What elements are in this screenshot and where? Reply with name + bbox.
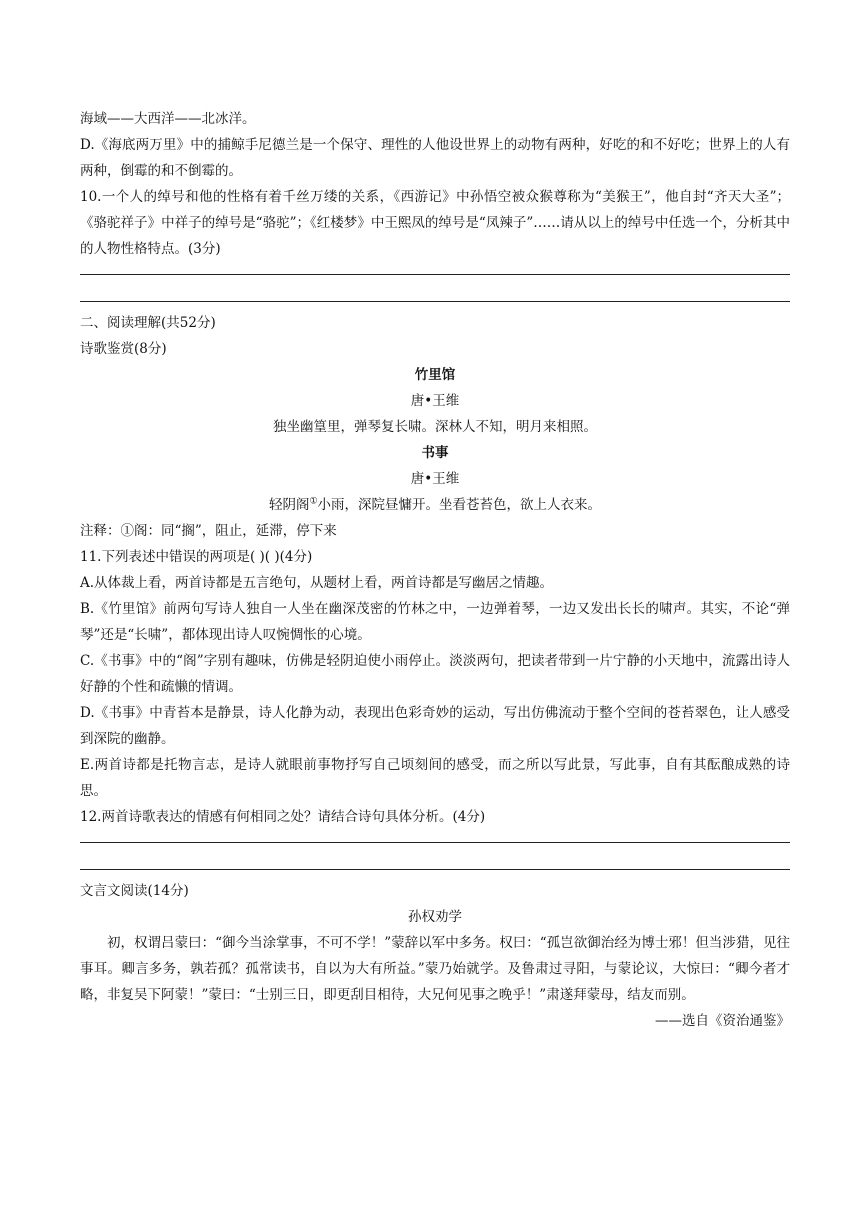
poem-1-text: 独坐幽篁里，弹琴复长啸。深林人不知，明月来相照。 — [273, 419, 597, 435]
option-a: A.从体裁上看，两首诗都是五言绝句，从题材上看，两首诗都是写幽居之情趣。 — [80, 575, 554, 591]
poem-1-author: 唐•王维 — [410, 393, 460, 409]
classical-title: 孙权劝学 — [408, 909, 462, 925]
answer-line-4[interactable] — [80, 843, 790, 870]
answer-line-1[interactable] — [80, 262, 790, 275]
answer-line-3[interactable] — [80, 830, 790, 843]
footnote-mark: ① — [309, 496, 318, 507]
exam-page — [80, 106, 790, 1034]
poem-2-title: 书事 — [421, 445, 449, 461]
option-c: C.《书事》中的“阁”字别有趣味，仿佛是轻阴迫使小雨停止。淡淡两句，把读者带到一片宁静的小天地中，流露出诗人好静的个性和疏懒的情调。 — [80, 653, 790, 695]
option-d: D.《海底两万里》中的捕鲸手尼德兰是一个保守、理性的人他设世界上的动物有两种，好吃的和不好吃；世界上的人有两种，倒霉的和不倒霉的。 — [80, 137, 790, 179]
poem-2-text-before: 轻阴阁 — [268, 497, 310, 513]
option-b: B.《竹里馆》前两句写诗人独自一人坐在幽深茂密的竹林之中，一边弹着琴，一边又发出长长的啸声。其实，不论“弹琴”还是“长啸”，都体现出诗人叹惋惆怅的心境。 — [80, 601, 790, 643]
answer-line-2[interactable] — [80, 275, 790, 302]
poem-2-text-after: 小雨，深院昼慵开。坐看苍苔色，欲上人衣来。 — [317, 497, 602, 513]
section-heading: 二、阅读理解(共52分) — [80, 315, 216, 331]
classical-heading: 文言文阅读(14分) — [80, 883, 189, 899]
question-11: 11.下列表述中错误的两项是( )( )(4分) — [80, 549, 313, 565]
poem-2-author: 唐•王维 — [410, 471, 460, 487]
question-10: 10.一个人的绰号和他的性格有着千丝万缕的关系，《西游记》中孙悟空被众猴尊称为“美猴王”，他自封“齐天大圣”；《骆驼祥子》中祥子的绰号是“骆驼”；《红楼梦》中王熙凤的绰号是“凤辣子”……请从以上的绰号中任选一个，分析其中的人物性格特点。(3分) — [80, 189, 790, 257]
classical-source: ——选自《资治通鉴》 — [655, 1013, 790, 1029]
annotation: 注释：①阁：同“搁”，阻止，延滞，停下来 — [80, 523, 337, 539]
poem-1-title: 竹里馆 — [414, 367, 456, 383]
classical-text: 初，权谓吕蒙曰：“御今当涂掌事，不可不学！”蒙辞以军中多务。权曰：“孤岂欲御治经为博士邪！但当涉猎，见往事耳。卿言多务，孰若孤？孤常读书，自以为大有所益。”蒙乃始就学。及鲁肃过寻阳，与蒙论议，大惊曰：“卿今者才略，非复吴下阿蒙！”蒙曰：“士别三日，即更刮目相待，大兄何见事之晚乎！”肃遂拜蒙母，结友而别。 — [80, 935, 790, 1003]
poem-2-text — [80, 492, 790, 518]
option-d-poetry: D.《书事》中青苔本是静景，诗人化静为动，表现出色彩奇妙的运动，写出仿佛流动于整个空间的苍苔翠色，让人感受到深院的幽静。 — [80, 705, 790, 747]
option-e: E.两首诗都是托物言志，是诗人就眼前事物抒写自己顷刻间的感受，而之所以写此景，写此事，自有其酝酿成熟的诗思。 — [80, 757, 790, 799]
continued-option-line: 海域——大西洋——北冰洋。 — [80, 111, 256, 127]
question-12: 12.两首诗歌表达的情感有何相同之处？请结合诗句具体分析。(4分) — [80, 809, 486, 825]
poetry-heading: 诗歌鉴赏(8分) — [80, 341, 167, 357]
